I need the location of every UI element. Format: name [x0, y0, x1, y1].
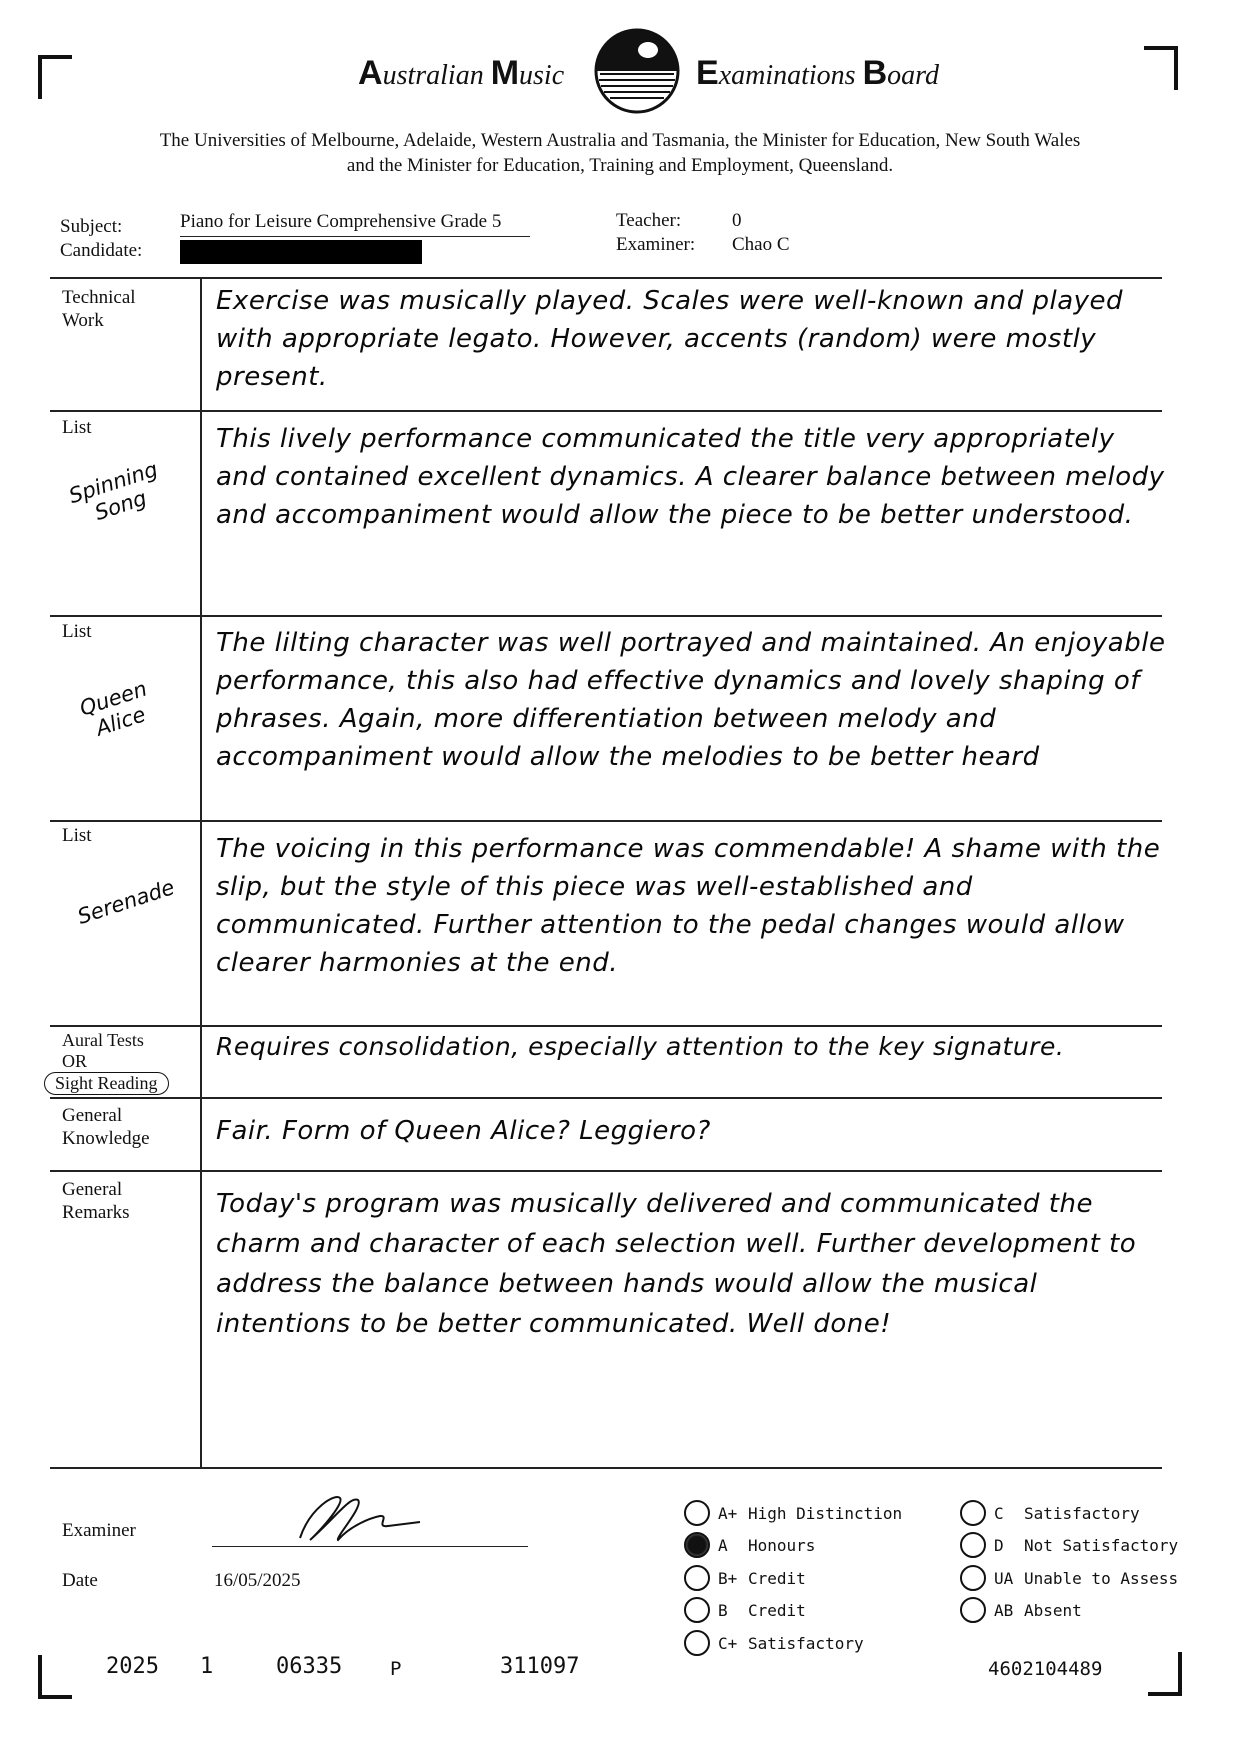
grade-option-b-plus[interactable]: B+ Credit — [684, 1565, 806, 1591]
corner-mark-top-left — [38, 55, 72, 99]
grade-option-d[interactable]: D Not Satisfactory — [960, 1532, 1178, 1558]
board-affiliation: The Universities of Melbourne, Adelaide, Western Australia and Tasmania, the Minister for Education, New South Wales and the Minister for Education, Training and Employment, Queensland. — [159, 130, 1081, 176]
technical-work-label: Technical Work — [62, 287, 136, 331]
list3-piece-name: Serenade — [74, 875, 178, 929]
sight-reading-circled: Sight Reading — [44, 1072, 169, 1095]
list3-label: List — [62, 825, 92, 846]
board-name-left: Australian Music — [358, 54, 565, 92]
grade-bubble-selected[interactable] — [684, 1532, 710, 1558]
aural-tests-label: Aural Tests OR Sight Reading — [62, 1030, 169, 1095]
footer-code-type: P — [390, 1658, 402, 1680]
grade-option-ab[interactable]: AB Absent — [960, 1597, 1082, 1623]
list2-piece-name: Queen Alice — [76, 676, 150, 741]
grade-bubble[interactable] — [960, 1597, 986, 1623]
examiner-label: Examiner: — [616, 234, 696, 255]
grade-option-ua[interactable]: UA Unable to Assess — [960, 1565, 1178, 1591]
grade-bubble[interactable] — [684, 1597, 710, 1623]
grade-option-c[interactable]: C Satisfactory — [960, 1500, 1140, 1526]
list1-comment: This lively performance communicated the title very appropriately and contained excellent dynamics. A clearer balance between melody and accompaniment would allow the piece to be better understood. — [216, 424, 1165, 530]
grade-option-a-plus[interactable]: A+ High Distinction — [684, 1500, 902, 1526]
general-knowledge-label: General Knowledge — [62, 1105, 150, 1149]
list1-label: List — [62, 417, 92, 438]
list2-comment: The lilting character was well portrayed and maintained. An enjoyable performance, this also had effective dynamics and lovely shaping of phrases. Again, more differentiation between melody and accompaniment would allow the melodies to be better heard — [216, 628, 1166, 772]
corner-mark-bottom-right — [1148, 1652, 1182, 1696]
corner-mark-bottom-left — [38, 1655, 72, 1699]
grade-bubble[interactable] — [684, 1565, 710, 1591]
general-remarks-comment: Today's program was musically delivered and communicated the charm and character of each selection well. Further development to address the balance between hands would allow the musical intentions to be better communicated. Well done! — [216, 1189, 1137, 1339]
subject-value: Piano for Leisure Comprehensive Grade 5 — [180, 211, 502, 232]
footer-code-session: 1 — [200, 1654, 214, 1679]
examiner-signature — [280, 1488, 430, 1544]
candidate-label: Candidate: — [60, 240, 143, 261]
general-remarks-label: General Remarks — [62, 1179, 130, 1223]
aural-tests-comment: Requires consolidation, especially attention to the key signature. — [216, 1032, 1065, 1061]
subject-label: Subject: — [60, 216, 123, 237]
list2-label: List — [62, 621, 92, 642]
date-label: Date — [62, 1570, 98, 1591]
footer-code-ref: 311097 — [500, 1654, 580, 1679]
grade-option-a[interactable]: A Honours — [684, 1532, 815, 1558]
teacher-value: 0 — [732, 210, 742, 231]
grade-option-c-plus[interactable]: C+ Satisfactory — [684, 1630, 864, 1656]
footer-code-id: 4602104489 — [988, 1658, 1103, 1680]
corner-mark-top-right — [1144, 46, 1178, 90]
grade-bubble[interactable] — [684, 1500, 710, 1526]
grade-option-b[interactable]: B Credit — [684, 1597, 806, 1623]
board-name-right: Examinations Board — [696, 54, 939, 92]
list1-piece-name: Spinning Song — [66, 457, 161, 525]
grade-bubble[interactable] — [960, 1565, 986, 1591]
grade-bubble[interactable] — [960, 1532, 986, 1558]
grade-bubble[interactable] — [960, 1500, 986, 1526]
date-value: 16/05/2025 — [214, 1570, 301, 1591]
grade-bubble[interactable] — [684, 1630, 710, 1656]
examiner-signature-label: Examiner — [62, 1520, 136, 1541]
list3-comment: The voicing in this performance was commendable! A shame with the slip, but the style of this piece was well-established and communicated. Further attention to the pedal changes would allow clearer harmonies at the end. — [216, 834, 1161, 978]
footer-code-number: 06335 — [276, 1654, 343, 1679]
general-knowledge-comment: Fair. Form of Queen Alice? Leggiero? — [216, 1116, 711, 1146]
teacher-label: Teacher: — [616, 210, 682, 231]
ameb-logo-icon — [594, 28, 680, 114]
technical-work-comment: Exercise was musically played. Scales were well-known and played with appropriate legato. However, accents (random) were mostly present. — [216, 286, 1124, 392]
examiner-value: Chao C — [732, 234, 790, 255]
footer-code-year: 2025 — [106, 1654, 159, 1679]
candidate-redacted — [180, 240, 422, 264]
